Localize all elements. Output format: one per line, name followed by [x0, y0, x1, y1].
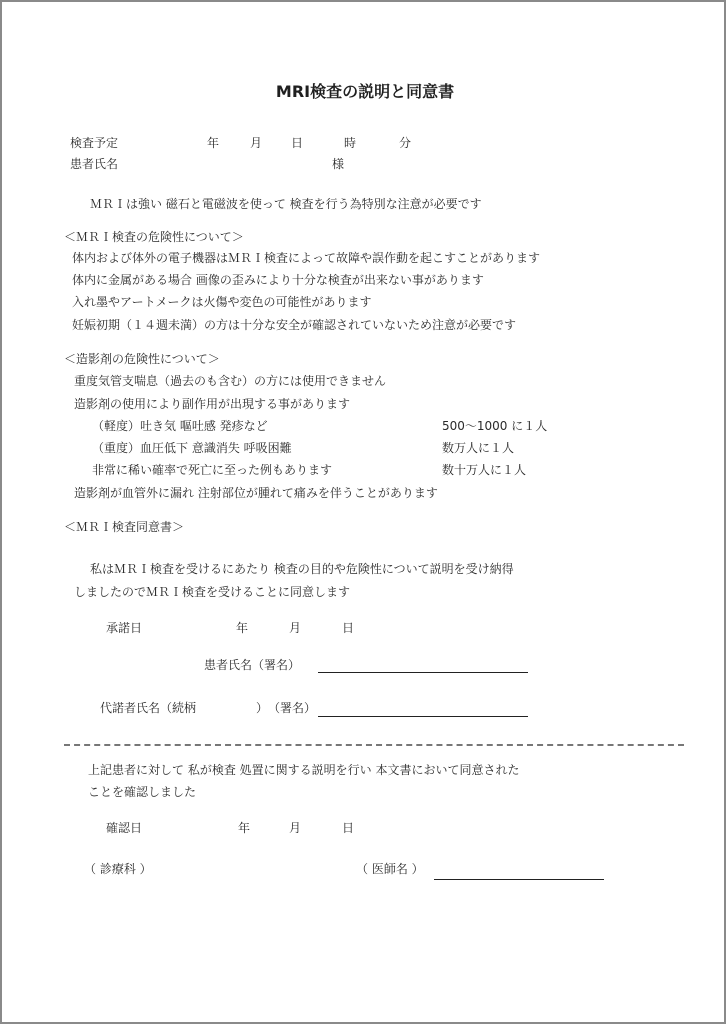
guardian-signature-label: （署名）: [268, 701, 317, 715]
side-effect-label: （重度）血圧低下 意識消失 呼吸困難: [92, 441, 292, 455]
doctor-name-label: （ 医師名 ）: [356, 862, 424, 876]
guardian-name-label: 代諾者氏名（続柄: [100, 701, 197, 715]
patient-signature-label: 患者氏名（署名）: [204, 658, 301, 672]
exam-year-unit: 年: [207, 136, 220, 150]
intro-text: ＭＲＩは強い 磁石と電磁波を使って 検査を行う為特別な注意が必要です: [90, 197, 482, 211]
patient-signature-line[interactable]: [318, 672, 528, 673]
side-effect-rate: 500～1000 に１人: [442, 419, 548, 433]
exam-risk-heading: ＜ＭＲＩ検査の危険性について＞: [64, 230, 244, 244]
contrast-risk-heading: ＜造影剤の危険性について＞: [64, 352, 220, 366]
contrast-risk-line: 重度気管支喘息（過去のも含む）の方には使用できません: [74, 374, 387, 388]
guardian-relation-close: ）: [256, 701, 269, 715]
consent-month-unit: 月: [289, 621, 302, 635]
section-divider: [64, 744, 684, 746]
department-label: （ 診療科 ）: [84, 862, 152, 876]
exam-risk-line: 体内および体外の電子機器はＭＲＩ検査によって故障や誤作動を起こすことがあります: [72, 251, 541, 265]
exam-risk-line: 入れ墨やアートメークは火傷や変色の可能性があります: [72, 295, 372, 309]
consent-year-unit: 年: [236, 621, 249, 635]
consent-date-label: 承諾日: [106, 621, 143, 635]
guardian-signature-line[interactable]: [318, 716, 528, 717]
side-effect-label: 非常に稀い確率で死亡に至った例もあります: [92, 463, 333, 477]
patient-honorific: 様: [332, 157, 345, 171]
doctor-signature-line[interactable]: [434, 879, 604, 880]
side-effect-rate: 数十万人に１人: [442, 463, 527, 477]
consent-heading: ＜ＭＲＩ検査同意書＞: [64, 520, 185, 534]
confirm-year-unit: 年: [238, 821, 251, 835]
confirm-statement: 上記患者に対して 私が検査 処置に関する説明を行い 本文書において同意された: [88, 763, 520, 777]
confirm-statement: ことを確認しました: [88, 785, 197, 799]
consent-statement: 私はＭＲＩ検査を受けるにあたり 検査の目的や危険性について説明を受け納得: [90, 562, 514, 576]
contrast-risk-line: 造影剤が血管外に漏れ 注射部位が腫れて痛みを伴うことがあります: [74, 486, 438, 500]
consent-day-unit: 日: [342, 621, 355, 635]
document-title: MRI検査の説明と同意書: [275, 82, 455, 101]
exam-hour-unit: 時: [344, 136, 357, 150]
patient-name-label: 患者氏名: [70, 157, 119, 171]
contrast-risk-line: 造影剤の使用により副作用が出現する事があります: [74, 397, 351, 411]
side-effect-rate: 数万人に１人: [442, 441, 515, 455]
exam-day-unit: 日: [291, 136, 304, 150]
exam-risk-line: 妊娠初期（１４週未満）の方は十分な安全が確認されていないため注意が必要です: [72, 318, 517, 332]
confirm-month-unit: 月: [289, 821, 302, 835]
exam-minute-unit: 分: [399, 136, 412, 150]
confirm-day-unit: 日: [342, 821, 355, 835]
exam-risk-line: 体内に金属がある場合 画像の歪みにより十分な検査が出来ない事があります: [72, 273, 484, 287]
exam-month-unit: 月: [250, 136, 263, 150]
consent-statement: しましたのでＭＲＩ検査を受けることに同意します: [74, 585, 351, 599]
confirm-date-label: 確認日: [106, 821, 143, 835]
side-effect-label: （軽度）吐き気 嘔吐感 発疹など: [92, 419, 268, 433]
exam-date-label: 検査予定: [70, 136, 119, 150]
